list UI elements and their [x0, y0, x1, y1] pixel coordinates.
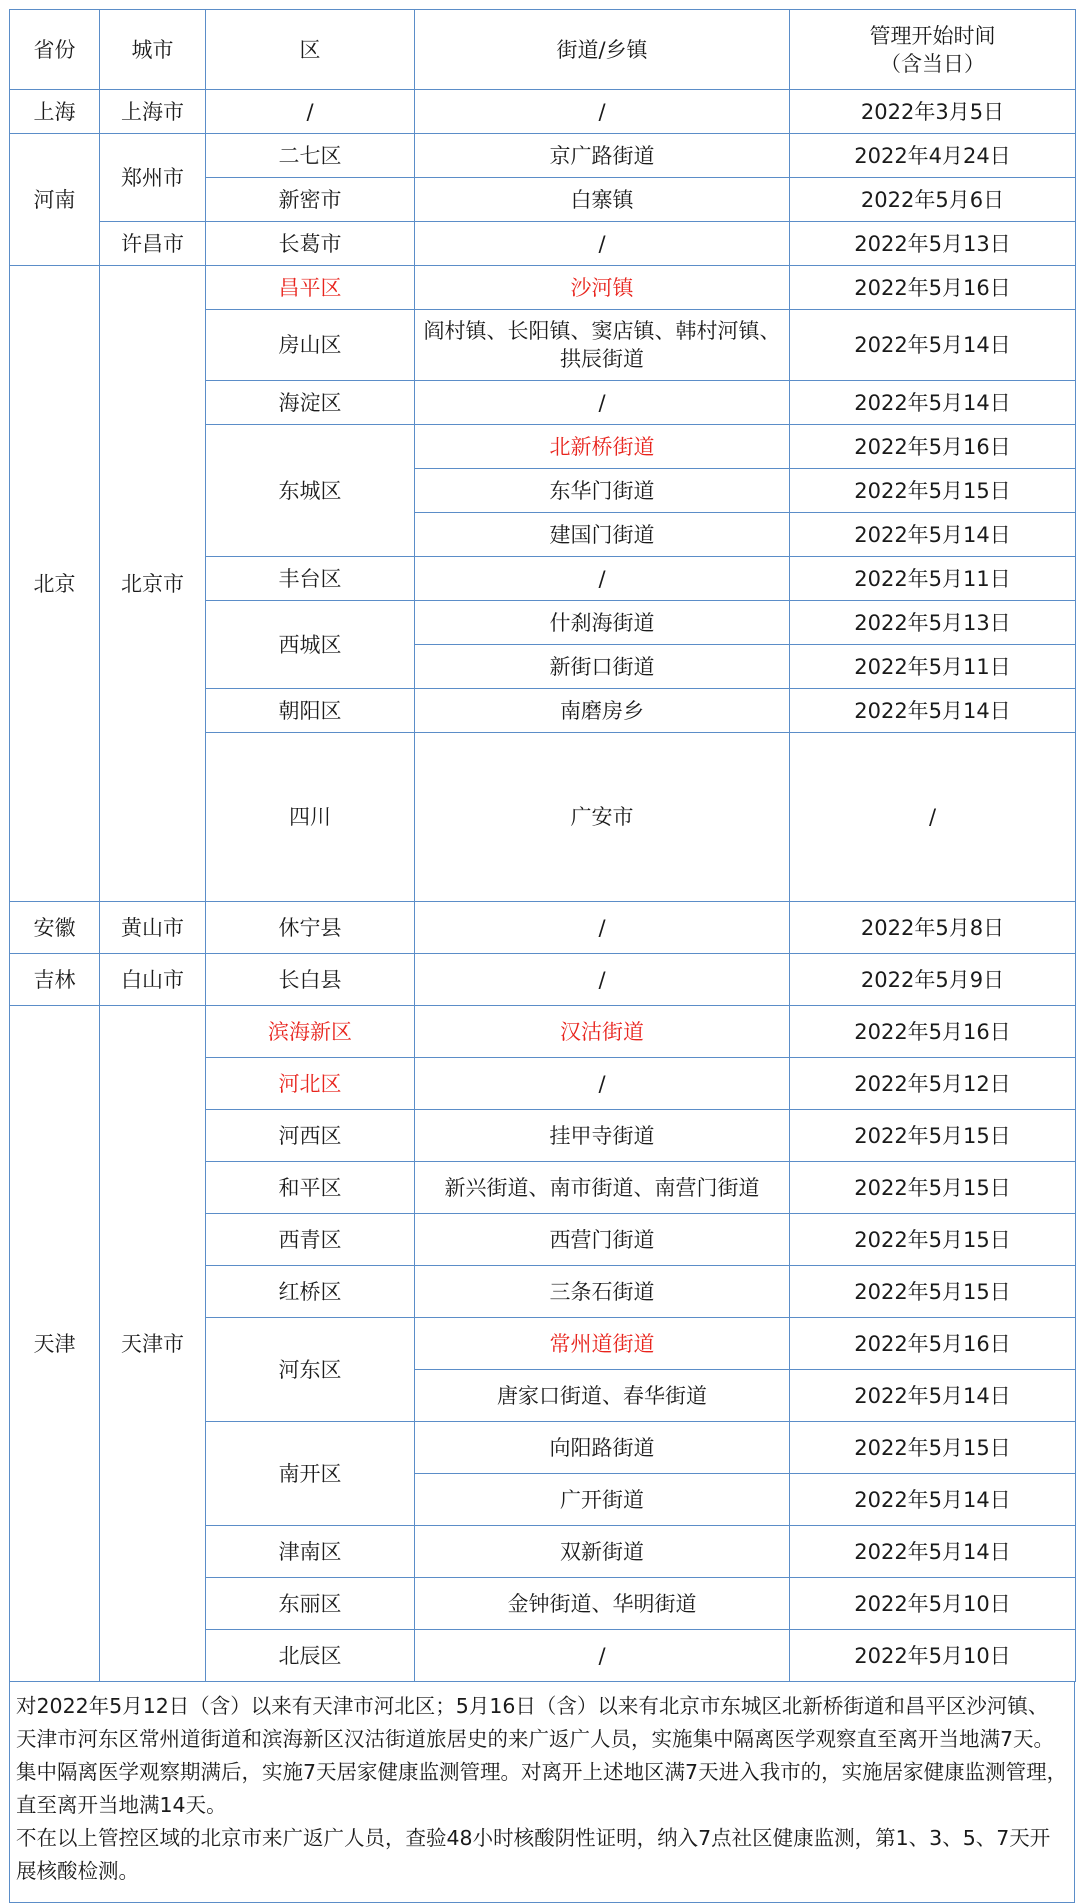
- street-cell: 京广路街道: [415, 134, 790, 178]
- city-cell: 许昌市: [100, 222, 206, 266]
- date-cell: 2022年5月16日: [790, 425, 1076, 469]
- district-cell: 和平区: [206, 1162, 415, 1214]
- street-cell: 建国门街道: [415, 513, 790, 557]
- street-cell: /: [415, 222, 790, 266]
- table-row: [10, 902, 1076, 954]
- street-cell: 挂甲寺街道: [415, 1110, 790, 1162]
- street-cell: /: [415, 902, 790, 954]
- province-cell: 天津: [10, 1006, 100, 1682]
- date-cell: 2022年5月13日: [790, 222, 1076, 266]
- header-city: 城市: [100, 10, 206, 90]
- province-cell: 北京: [10, 266, 100, 902]
- date-cell: 2022年3月5日: [790, 90, 1076, 134]
- district-cell: 河东区: [206, 1318, 415, 1422]
- district-cell: 长白县: [206, 954, 415, 1006]
- district-cell: 东城区: [206, 425, 415, 557]
- date-cell: 2022年5月16日: [790, 1006, 1076, 1058]
- control-area-document: [9, 9, 1075, 1903]
- date-cell: 2022年5月14日: [790, 381, 1076, 425]
- table-header-row: [10, 10, 1076, 90]
- street-cell: 新兴街道、南市街道、南营门街道: [415, 1162, 790, 1214]
- street-cell: 西营门街道: [415, 1214, 790, 1266]
- street-cell: /: [415, 954, 790, 1006]
- header-start-date: 管理开始时间 （含当日）: [790, 10, 1076, 90]
- district-cell: 北辰区: [206, 1630, 415, 1682]
- date-cell: 2022年5月9日: [790, 954, 1076, 1006]
- city-cell: 白山市: [100, 954, 206, 1006]
- street-cell: 金钟街道、华明街道: [415, 1578, 790, 1630]
- date-cell: 2022年5月16日: [790, 266, 1076, 310]
- date-cell: 2022年5月15日: [790, 1422, 1076, 1474]
- district-cell: 红桥区: [206, 1266, 415, 1318]
- street-cell: 南磨房乡: [415, 689, 790, 733]
- street-cell: /: [415, 1630, 790, 1682]
- date-cell: 2022年4月24日: [790, 134, 1076, 178]
- street-cell: 向阳路街道: [415, 1422, 790, 1474]
- date-cell: 2022年5月15日: [790, 1110, 1076, 1162]
- header-district: 区: [206, 10, 415, 90]
- header-street: 街道/乡镇: [415, 10, 790, 90]
- street-cell: 东华门街道: [415, 469, 790, 513]
- table-row: [10, 1006, 1076, 1058]
- street-cell: 阎村镇、长阳镇、窦店镇、韩村河镇、拱辰街道: [415, 310, 790, 381]
- table-row: [10, 266, 1076, 310]
- district-cell: 新密市: [206, 178, 415, 222]
- district-cell: 津南区: [206, 1526, 415, 1578]
- date-cell: 2022年5月14日: [790, 310, 1076, 381]
- district-cell: 海淀区: [206, 381, 415, 425]
- street-cell: 双新街道: [415, 1526, 790, 1578]
- control-area-table: [9, 9, 1076, 1682]
- province-cell: 河南: [10, 134, 100, 266]
- city-cell: 黄山市: [100, 902, 206, 954]
- street-cell: /: [415, 557, 790, 601]
- street-cell-highlight: 北新桥街道: [415, 425, 790, 469]
- district-cell: 东丽区: [206, 1578, 415, 1630]
- city-cell: 郑州市: [100, 134, 206, 222]
- date-cell: 2022年5月13日: [790, 601, 1076, 645]
- district-cell: 南开区: [206, 1422, 415, 1526]
- district-cell: 二七区: [206, 134, 415, 178]
- district-cell: 西城区: [206, 601, 415, 689]
- street-cell: 广开街道: [415, 1474, 790, 1526]
- district-cell-highlight: 昌平区: [206, 266, 415, 310]
- table-row: [10, 954, 1076, 1006]
- district-cell-highlight: 滨海新区: [206, 1006, 415, 1058]
- note-paragraph-quarantine: 对2022年5月12日（含）以来有天津市河北区；5月16日（含）以来有北京市东城区北新桥街道和昌平区沙河镇、天津市河东区常州道街道和滨海新区汉沽街道旅居史的来广返广人员，实施集中隔离医学观察直至离开当地满7天。集中隔离医学观察期满后，实施7天居家健康监测管理。对离开上述地区满7天进入我市的，实施居家健康监测管理，直至离开当地满14天。: [16, 1694, 1068, 1817]
- street-cell-highlight: 沙河镇: [415, 266, 790, 310]
- table-row: [10, 90, 1076, 134]
- city-cell: 广安市: [415, 733, 790, 902]
- street-cell-highlight: 汉沽街道: [415, 1006, 790, 1058]
- note-paragraph-beijing: 不在以上管控区域的北京市来广返广人员，查验48小时核酸阴性证明，纳入7点社区健康监测，第1、3、5、7天开展核酸检测。: [16, 1826, 1051, 1883]
- notes-box: [9, 1682, 1075, 1903]
- city-cell: 天津市: [100, 1006, 206, 1682]
- street-cell: 新街口街道: [415, 645, 790, 689]
- district-cell: 长葛市: [206, 222, 415, 266]
- date-cell: 2022年5月6日: [790, 178, 1076, 222]
- date-cell: 2022年5月15日: [790, 1162, 1076, 1214]
- district-cell: 房山区: [206, 310, 415, 381]
- province-cell: 上海: [10, 90, 100, 134]
- date-cell: 2022年5月10日: [790, 1630, 1076, 1682]
- date-cell: 2022年5月12日: [790, 1058, 1076, 1110]
- header-province: 省份: [10, 10, 100, 90]
- street-cell: /: [415, 381, 790, 425]
- date-cell: 2022年5月15日: [790, 469, 1076, 513]
- district-cell: /: [790, 733, 1076, 902]
- district-cell: 朝阳区: [206, 689, 415, 733]
- street-cell: 唐家口街道、春华街道: [415, 1370, 790, 1422]
- date-cell: 2022年5月16日: [790, 1318, 1076, 1370]
- province-cell: 四川: [206, 733, 415, 902]
- date-cell: 2022年5月14日: [790, 1526, 1076, 1578]
- date-cell: 2022年5月11日: [790, 645, 1076, 689]
- street-cell: /: [415, 1058, 790, 1110]
- district-cell-highlight: 河北区: [206, 1058, 415, 1110]
- date-cell: 2022年5月14日: [790, 1474, 1076, 1526]
- street-cell-highlight: 常州道街道: [415, 1318, 790, 1370]
- street-cell: 三条石街道: [415, 1266, 790, 1318]
- date-cell: 2022年5月8日: [790, 902, 1076, 954]
- street-cell: 什刹海街道: [415, 601, 790, 645]
- district-cell: 丰台区: [206, 557, 415, 601]
- city-cell: 北京市: [100, 266, 206, 902]
- date-cell: 2022年5月11日: [790, 557, 1076, 601]
- date-cell: 2022年5月15日: [790, 1214, 1076, 1266]
- table-row: [10, 222, 1076, 266]
- date-cell: 2022年5月14日: [790, 689, 1076, 733]
- district-cell: 河西区: [206, 1110, 415, 1162]
- date-cell: 2022年5月10日: [790, 1578, 1076, 1630]
- province-cell: 吉林: [10, 954, 100, 1006]
- date-cell: 2022年5月14日: [790, 1370, 1076, 1422]
- date-cell: 2022年5月14日: [790, 513, 1076, 557]
- street-cell: 白寨镇: [415, 178, 790, 222]
- province-cell: 安徽: [10, 902, 100, 954]
- city-cell: 上海市: [100, 90, 206, 134]
- district-cell: /: [206, 90, 415, 134]
- district-cell: 休宁县: [206, 902, 415, 954]
- street-cell: /: [415, 90, 790, 134]
- date-cell: 2022年5月15日: [790, 1266, 1076, 1318]
- table-row: [10, 134, 1076, 178]
- district-cell: 西青区: [206, 1214, 415, 1266]
